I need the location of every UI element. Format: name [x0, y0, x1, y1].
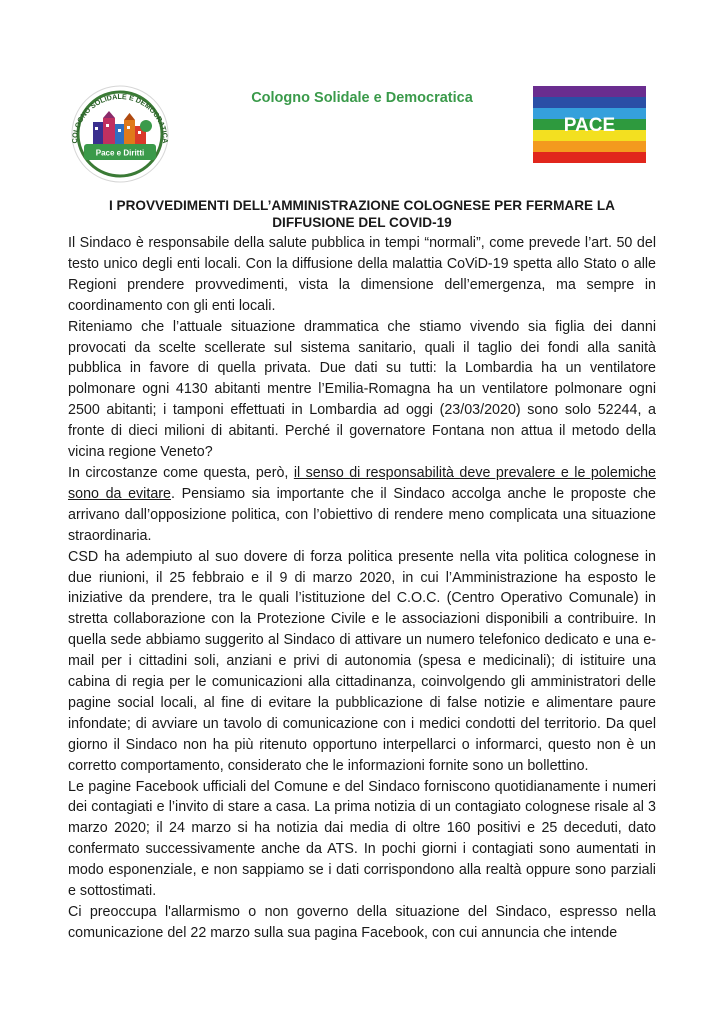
title-line-1: I PROVVEDIMENTI DELL’AMMINISTRAZIONE COLOGNESE PER FERMARE LA [108, 198, 615, 213]
paragraph: Riteniamo che l’attuale situazione drammatica che stiamo vivendo sia figlia dei danni provocati da scelte scellerate sul sistema sanitario, quali il taglio dei fondi alla sanità pubblica in favore di quella privata. Due dati su tutti: la Lombardia ha un ventilatore polmonare ogni 4130 abitanti mentre l’Emilia-Romagna ha un ventilatore polmonare ogni 2500 abitanti; i tamponi effettuati in Lombardia ad oggi (23/03/2020) sono solo 52244, a fronte di dieci milioni di abitanti. Perché il governatore Fontana non attua il metodo della vicina regione Veneto? [68, 318, 656, 461]
paragraph: Le pagine Facebook ufficiali del Comune e del Sindaco forniscono quotidianamente i numeri dei contagiati e l’invito di stare a casa. La prima notizia di un contagiato colognese risale al 3 marzo 2020; il 24 marzo si ha notizia dai media di oltre 160 positivi e 25 deceduti, dato confermato successivamente anche da ATS. In pochi giorni i contagiati sono aumentati in modo esponenziale, e non sappiamo se i dati corrispondono alla realtà oppure sono parziali e sottostimati. [68, 778, 656, 900]
org-name-header: Cologno Solidale e Democratica [251, 90, 473, 106]
document-body [68, 233, 656, 944]
paragraph [68, 463, 656, 547]
flag-stripe [533, 152, 646, 163]
paragraph: CSD ha adempiuto al suo dovere di forza politica presente nella vita politica colognese in due riunioni, il 25 febbraio e il 9 di marzo 2020, in cui l’Amministrazione ha esposto le iniziative da prendere, tra le quali l’istituzione del C.O.C. (Centro Operativo Comunale) in stretta collaborazione con la Protezione Civile e le associazioni disponibili a contribuire. In quella sede abbiamo suggerito al Sindaco di attivare un numero telefonico dedicato e una e-mail per i cittadini soli, anziani e privi di autonomia (spesa e medicinali); di istituire una cabina di regia per le comunicazioni alla cittadinanza, coinvolgendo gli amministratori delle pagine social locali, al fine di evitare la pubblicazione di false notizie e alimentare paure infondate; di avviare un tavolo di comunicazione con i medici condotti del territorio. Da quel giorno il Sindaco non ha più ritenuto opportuno interpellarci o informarci, questo non è un corretto comportamento, considerato che le informazioni fornite sono un bollettino. [68, 548, 656, 774]
flag-stripe [533, 141, 646, 153]
paragraph: Ci preoccupa l'allarmismo o non governo della situazione del Sindaco, espresso nella comunicazione del 22 marzo sulla sua pagina Facebook, con cui annuncia che intende [68, 904, 656, 941]
paragraph-text: . Pensiamo sia importante che il Sindaco accolga anche le proposte che arrivano dall’opposizione politica, con l’obiettivo di rendere meno complicata una situazione straordinaria. [68, 485, 656, 544]
underlined-statement: il senso di responsabilità deve prevalere e le polemiche sono da evitare [68, 464, 656, 502]
flag-stripe [533, 97, 646, 109]
logo-arc-text: COLOGNO SOLIDALE E DEMOCRATICA [69, 91, 171, 144]
document-title [66, 197, 658, 231]
paragraph-text: In circostanze come questa, però, [68, 464, 294, 481]
logo-tagline: Pace e Diritti [95, 148, 145, 158]
paragraph: Il Sindaco è responsabile della salute pubblica in tempi “normali”, come prevede l’art. 50 del testo unico degli enti locali. Con la diffusione della malattia CoViD-19 spetta allo Stato o alle Regioni prendere provvedimenti, vista la dimensione dell’emergenza, ma sempre in coordinamento con gli enti locali. [68, 235, 656, 314]
peace-flag [533, 86, 646, 163]
title-line-2: DIFFUSIONE DEL COVID-19 [272, 215, 452, 230]
peace-flag-text: PACE [563, 115, 616, 136]
flag-stripe [533, 86, 646, 98]
